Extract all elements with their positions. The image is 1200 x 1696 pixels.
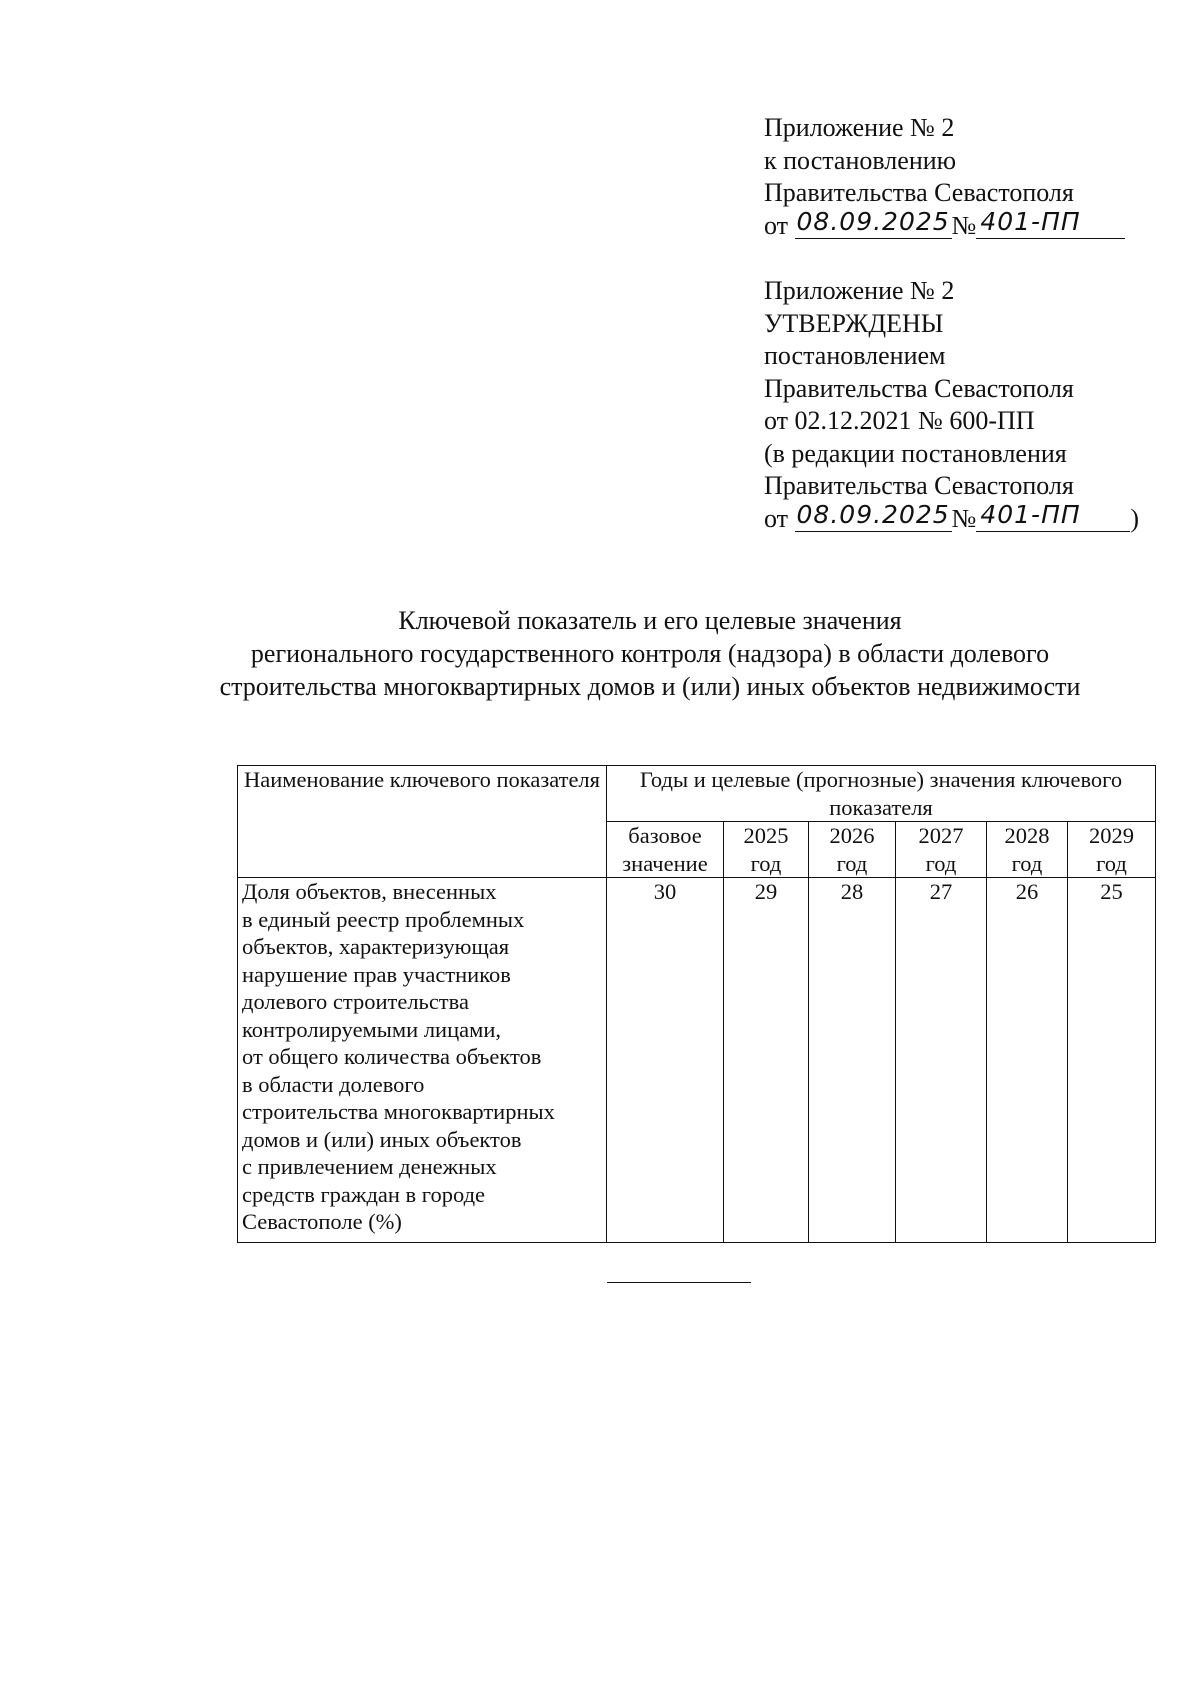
value-2027: 27 — [896, 878, 987, 1243]
title-line-3: строительства многоквартирных домов и (или) иных объектов недвижимости — [219, 672, 1081, 701]
value-2028: 26 — [987, 878, 1068, 1243]
col-bottom: год — [836, 850, 868, 876]
number-blank — [976, 499, 1130, 532]
description-line: Севастополе (%) — [242, 1209, 402, 1234]
handwritten-date: 08.09.2025 — [796, 206, 950, 236]
col-bottom: год — [750, 850, 782, 876]
appendix-2-line-3: постановлением — [764, 341, 946, 370]
description-line: долевого строительства — [242, 989, 469, 1014]
value-2026: 28 — [809, 878, 896, 1243]
appendix-header-current — [764, 112, 1184, 242]
handwritten-date: 08.09.2025 — [796, 499, 950, 529]
kpi-table — [237, 765, 1156, 1243]
appendix-2-line-2: УТВЕРЖДЕНЫ — [764, 308, 944, 338]
date-blank — [795, 206, 952, 239]
description-line: средств граждан в городе — [242, 1181, 486, 1207]
description-line: в области долевого — [242, 1071, 425, 1097]
end-separator-line — [607, 1282, 751, 1283]
handwritten-number: 401-ПП — [980, 499, 1081, 529]
col-top: базовое — [628, 823, 702, 848]
handwritten-number: 401-ПП — [980, 206, 1081, 236]
col-top: 2025 — [743, 823, 789, 848]
description-line: строительства многоквартирных — [242, 1099, 555, 1124]
header-col-2026 — [809, 822, 896, 878]
value-base: 30 — [607, 878, 724, 1243]
number-label: № — [951, 503, 977, 533]
value-2029: 25 — [1068, 878, 1156, 1243]
appendix-header-original — [764, 275, 1184, 535]
col-top: 2029 — [1089, 823, 1134, 848]
description-line: объектов, характеризующая — [242, 934, 510, 959]
col-bottom: год — [925, 850, 957, 876]
document-title — [150, 604, 1150, 703]
number-blank — [976, 206, 1125, 239]
header-col-base — [607, 822, 724, 878]
indicator-description — [238, 878, 607, 1243]
from-label: от — [764, 503, 789, 533]
col-bottom: год — [1011, 850, 1043, 876]
header-col-2027 — [896, 822, 987, 878]
col-bottom: значение — [622, 850, 708, 876]
col-top: 2026 — [829, 823, 875, 848]
date-blank — [795, 499, 952, 532]
description-line: нарушение прав участников — [242, 961, 511, 987]
appendix-2-line-1: Приложение № 2 — [764, 276, 955, 305]
description-line: с привлечением денежных — [242, 1154, 497, 1179]
description-line: Доля объектов, внесенных — [242, 879, 497, 904]
title-line-2: регионального государственного контроля (надзора) в области долевого — [250, 639, 1050, 668]
appendix-1-line-1: Приложение № 2 — [764, 113, 955, 142]
appendix-2-line-4: Правительства Севастополя — [764, 373, 1074, 403]
col-bottom: год — [1096, 850, 1127, 876]
appendix-1-line-2: к постановлению — [764, 145, 957, 175]
header-indicator-name: Наименование ключевого показателя — [238, 766, 607, 878]
header-years-values: Годы и целевые (прогнозные) значения ключевого показателя — [607, 766, 1156, 822]
number-label: № — [951, 210, 977, 240]
appendix-1-date-line — [764, 206, 1184, 243]
description-line: контролируемыми лицами, — [242, 1016, 502, 1042]
col-top: 2027 — [918, 823, 964, 848]
header-col-2029 — [1068, 822, 1156, 878]
col-top: 2028 — [1004, 823, 1050, 848]
appendix-2-line-7: Правительства Севастополя — [764, 471, 1074, 500]
header-col-2025 — [724, 822, 809, 878]
appendix-2-line-6: (в редакции постановления — [764, 438, 1067, 468]
description-line: домов и (или) иных объектов — [242, 1126, 522, 1152]
title-line-1: Ключевой показатель и его целевые значения — [398, 606, 902, 635]
appendix-1-line-3: Правительства Севастополя — [764, 178, 1074, 207]
description-line: в единый реестр проблемных — [242, 906, 525, 932]
appendix-2-line-5: от 02.12.2021 № 600-ПП — [764, 406, 1035, 435]
value-2025: 29 — [724, 878, 809, 1243]
header-row-1 — [238, 766, 1156, 822]
header-col-2028 — [987, 822, 1068, 878]
appendix-2-date-line — [764, 499, 1184, 536]
from-label: от — [764, 210, 789, 240]
description-line: от общего количества объектов — [242, 1044, 542, 1069]
table-row — [238, 878, 1156, 1243]
closing-paren: ) — [1130, 503, 1140, 533]
